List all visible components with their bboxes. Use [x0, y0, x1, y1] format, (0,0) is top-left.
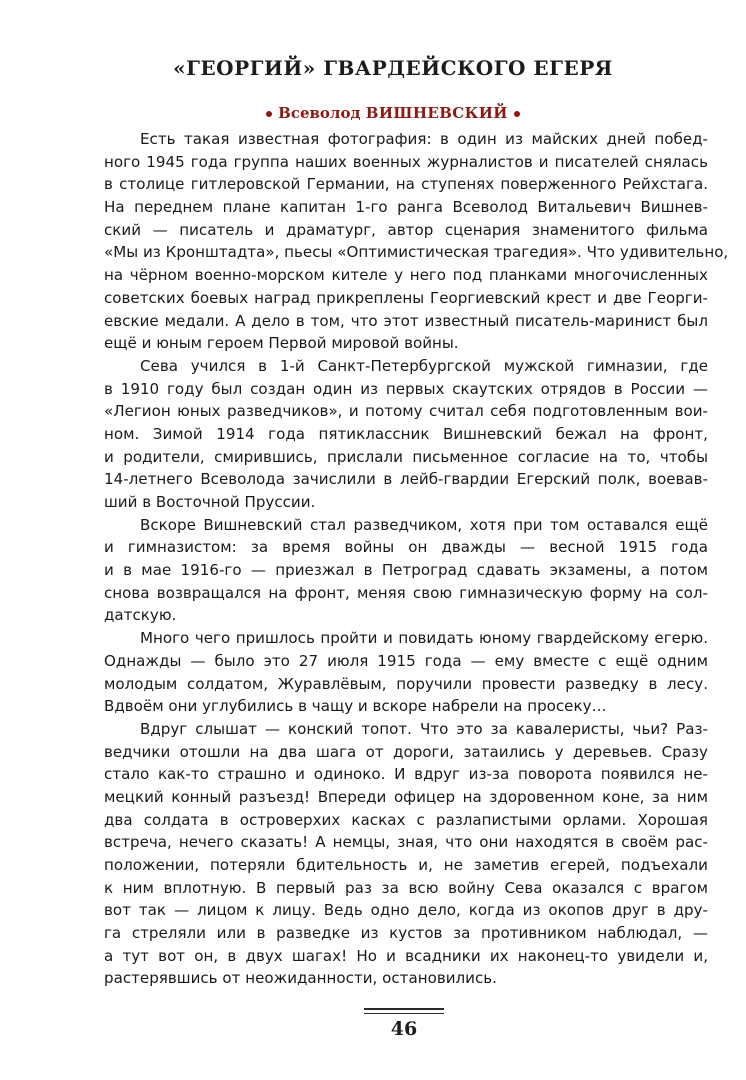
article-body: [104, 128, 729, 990]
text-line: и в мае 1916-го — приезжал в Петроград сдавать экзамены, а потом: [104, 561, 708, 580]
text-line: ский — писатель и драматург, автор сценария знаменитого фильма: [104, 220, 708, 239]
text-line: На переднем плане капитан 1-го ранга Всеволод Витальевич Вишнев-: [104, 198, 708, 217]
text-line: ного 1945 года группа наших военных журналистов и писателей снялась: [104, 152, 708, 171]
text-line: Есть такая известная фотография: в один из майских дней побед-: [140, 130, 708, 148]
footer-rule-thin: [364, 1013, 444, 1014]
paragraph: [104, 128, 729, 355]
text-line: 14-летнего Всеволода зачислили в лейб-гвардии Егерский полк, воевав-: [104, 470, 708, 489]
text-line: датскую.: [104, 606, 177, 625]
text-line: в 1910 году был создан один из первых скаутских отрядов в России —: [104, 379, 708, 398]
text-line: на чёрном военно-морском кителе у него под планками многочисленных: [104, 266, 708, 285]
text-line: стало как-то страшно и одиноко. И вдруг из-за поворота появился не-: [104, 765, 708, 784]
text-line: ший в Восточной Пруссии.: [104, 493, 316, 511]
footer-rule-thick: [364, 1008, 444, 1010]
text-line: евские медали. А дело в том, что этот известный писатель-маринист был: [104, 311, 708, 330]
text-line: Однажды — было это 27 июля 1915 года — ему вместе с ещё одним: [104, 651, 708, 670]
text-line: га стреляли или в разведке из кустов за противником наблюдал, —: [104, 924, 708, 943]
text-line: мецкий конный разъезд! Впереди офицер на здоровенном коне, за ним: [104, 787, 708, 806]
text-line: а тут вот он, в двух шагах! Но и всадники их наконец-то увидели и,: [104, 946, 708, 965]
paragraph: [104, 355, 708, 514]
text-line: и родители, смирившись, прислали письменное согласие на то, чтобы: [104, 447, 708, 466]
text-line: Вдруг слышат — конский топот. Что это за кавалеристы, чьи? Раз-: [140, 719, 708, 738]
author-byline: [0, 104, 746, 122]
text-line: Вдвоём они углубились в чащу и вскоре набрели на просеку…: [104, 697, 607, 716]
text-line: «Легион юных разведчиков», и потому считал себя подготовленным вои-: [104, 402, 708, 421]
chapter-title: [0, 56, 746, 80]
bullet-right-icon: [514, 111, 520, 117]
page-number: 46: [390, 1018, 418, 1040]
text-line: Сева учился в 1-й Санкт-Петербургской мужской гимназии, где: [140, 356, 708, 375]
text-line: советских боевых наград прикреплены Георгиевский крест и две Георги-: [104, 288, 708, 307]
bullet-left-icon: [266, 111, 272, 117]
text-line: ведчики отошли на два шага от дороги, затаились у деревьев. Сразу: [104, 742, 708, 761]
paragraph: [104, 718, 708, 990]
author-first-name: Всеволод: [278, 104, 361, 122]
author-last-name: ВИШНЕВСКИЙ: [365, 104, 508, 122]
text-line: растерявшись от неожиданности, остановились.: [104, 969, 497, 988]
text-line: «Мы из Кронштадта», пьесы «Оптимистическая трагедия». Что удивительно,: [104, 243, 729, 262]
text-line: вот так — лицом к лицу. Ведь одно дело, когда из окопов друг в дру-: [104, 901, 708, 920]
text-line: в столице гитлеровской Германии, на ступенях поверженного Рейхстага.: [104, 175, 708, 194]
paragraph: [104, 514, 708, 627]
text-line: два солдата в островерхих касках с разлапистыми орлами. Хорошая: [104, 810, 708, 829]
chapter-title-text: «ГЕОРГИЙ» ГВАРДЕЙСКОГО ЕГЕРЯ: [173, 56, 613, 80]
text-line: Вскоре Вишневский стал разведчиком, хотя при том оставался ещё: [140, 515, 708, 534]
text-line: молодым солдатом, Журавлёвым, поручили провести разведку в лесу.: [104, 674, 708, 693]
text-line: ном. Зимой 1914 года пятиклассник Вишневский бежал на фронт,: [104, 424, 708, 443]
text-line: к ним вплотную. В первый раз за всю войну Сева оказался с врагом: [104, 878, 708, 897]
text-line: положении, потеряли бдительность и, не заметив егерей, подъехали: [104, 856, 708, 874]
paragraph: [104, 627, 708, 718]
text-line: ещё и юным героем Первой мировой войны.: [104, 334, 459, 353]
text-line: и гимназистом: за время войны он дважды — весной 1915 года: [104, 538, 708, 557]
text-line: Много чего пришлось пройти и повидать юному гвардейскому егерю.: [140, 629, 708, 648]
text-line: снова возвращался на фронт, меняя свою гимназическую форму на сол-: [104, 583, 708, 602]
text-line: встреча, нечего сказать! А немцы, зная, что они находятся в своём рас-: [104, 833, 708, 852]
